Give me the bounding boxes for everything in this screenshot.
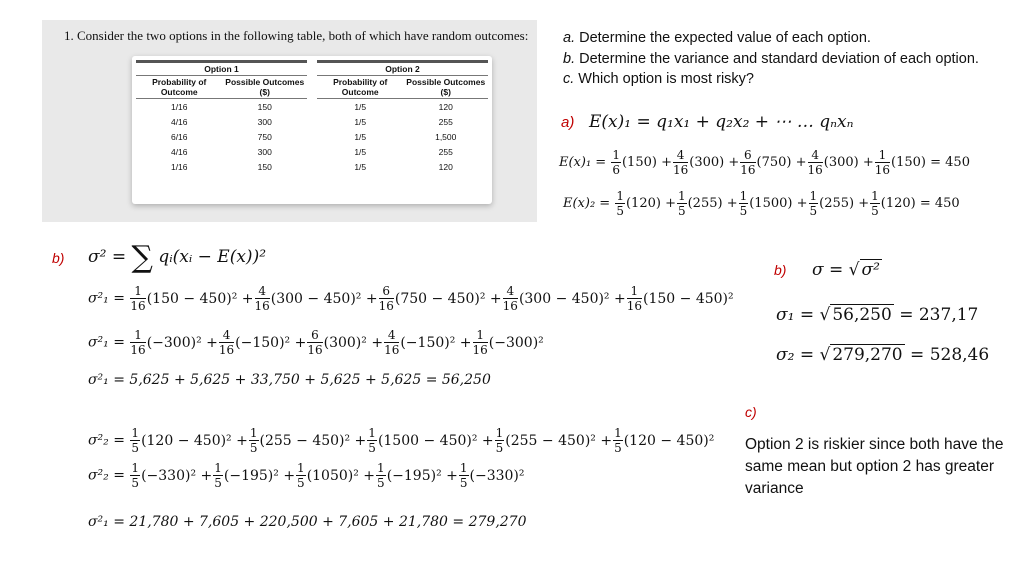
sd2-lhs: σ₂ = [776, 345, 815, 365]
variance1-result: σ²₁ = 5,625 + 5,625 + 33,750 + 5,625 + 5,625 = 56,250 [88, 372, 491, 388]
option1-header: Option 1 [136, 62, 312, 76]
fraction-denominator: 16 [672, 163, 689, 177]
fraction [495, 427, 505, 454]
label-c: c) [745, 404, 757, 420]
fraction-numerator: 1 [130, 329, 145, 343]
question-c-label: c. [563, 71, 575, 87]
fraction-denominator: 5 [495, 441, 504, 455]
variance2-terms [129, 426, 715, 455]
fraction [673, 149, 688, 176]
fraction-numerator: 1 [131, 426, 140, 440]
fraction [296, 462, 306, 489]
sqrt-symbol: √ [819, 305, 831, 325]
fraction-numerator: 1 [368, 426, 376, 440]
ev1-lhs: E(x)₁ = [559, 155, 607, 170]
table-row [136, 129, 488, 144]
fraction-numerator: 1 [377, 461, 385, 475]
table-cell: 750 [257, 131, 272, 142]
col-header-outcomes-2: Possible Outcomes ($) [403, 76, 488, 99]
col-header-outcomes-1: Possible Outcomes ($) [222, 76, 312, 99]
label-b-sd: b) [774, 262, 787, 278]
fraction-numerator: 1 [459, 461, 468, 475]
answer-c-text: Option 2 is riskier since both have the same mean but option 2 has greater variance [745, 436, 1004, 497]
variance1b-terms [129, 328, 544, 357]
fraction [875, 149, 890, 176]
equation-term: (300) + [689, 155, 740, 170]
fraction [213, 462, 223, 489]
equation-term: (120) + [625, 196, 676, 211]
question-a-text: Determine the expected value of each option. [575, 30, 871, 46]
fraction [739, 190, 749, 217]
sd1-lhs: σ₁ = [776, 305, 815, 325]
sd2-equation [776, 344, 989, 365]
fraction-numerator: 1 [214, 461, 222, 475]
fraction-numerator: 1 [130, 285, 145, 299]
fraction-numerator: 1 [495, 426, 504, 440]
fraction [677, 190, 687, 217]
fraction-denominator: 5 [677, 204, 686, 218]
variance1-terms [129, 284, 734, 313]
variance-general-equation [88, 240, 266, 275]
variance2-lhs: σ²₂ = [88, 432, 125, 449]
table-cell: 1/5 [312, 114, 403, 129]
label-b-variance: b) [52, 250, 65, 266]
sd-general-lhs: σ = [812, 260, 844, 280]
fraction-numerator: 1 [627, 285, 642, 299]
sd1-equation [776, 304, 978, 325]
fraction-denominator: 16 [874, 163, 891, 177]
fraction [130, 329, 145, 356]
table-cell: 120 [438, 161, 453, 172]
fraction-numerator: 1 [871, 189, 879, 203]
fraction-denominator: 5 [297, 476, 305, 490]
col-header-probability-2: Probability of Outcome [312, 76, 403, 99]
fraction-numerator: 4 [673, 149, 688, 163]
equation-term: (1050)² + [306, 467, 376, 484]
equation-term: (−195)² + [386, 467, 458, 484]
fraction [627, 285, 642, 312]
fraction [615, 190, 625, 217]
fraction-denominator: 16 [130, 299, 146, 313]
table-cell: 120 [438, 101, 453, 112]
outcomes-table [136, 60, 488, 174]
equation-term: (750 − 450)² + [394, 290, 502, 307]
table-cell: 1/5 [312, 99, 403, 115]
fraction-denominator: 5 [616, 204, 624, 218]
equation-term: (300 − 450)² + [518, 290, 626, 307]
fraction-denominator: 16 [384, 343, 400, 357]
ev-general-equation: E(x)₁ = q₁x₁ + q₂x₂ + ⋯ … qₙxₙ [589, 112, 854, 132]
table-cell: 6/16 [170, 131, 188, 142]
fraction-numerator: 4 [384, 329, 399, 343]
table-cell: 1/16 [170, 101, 188, 112]
fraction-numerator: 4 [255, 285, 270, 299]
table-cell: 150 [257, 101, 272, 112]
fraction [307, 329, 322, 356]
fraction-denominator: 5 [131, 476, 140, 490]
fraction-numerator: 1 [739, 189, 748, 203]
table-cell: 1/5 [312, 159, 403, 174]
variance2-simplified-equation [88, 462, 525, 489]
sd1-radicand: 56,250 [832, 305, 892, 325]
equation-term: (150 − 450)² + [146, 290, 254, 307]
table-option-header-row [136, 62, 488, 76]
equation-term: (255 − 450)² + [505, 432, 613, 449]
fraction-numerator: 4 [219, 329, 234, 343]
table-row [136, 144, 488, 159]
sqrt-symbol: √ [819, 345, 831, 365]
fraction [870, 190, 880, 217]
equation-term: (120) = 450 [880, 196, 960, 211]
equation-term: (−195)² + [223, 467, 296, 484]
fraction [740, 149, 755, 176]
fraction [503, 285, 518, 312]
fraction [367, 427, 377, 454]
fraction-denominator: 16 [807, 163, 823, 177]
table-cell: 1/5 [312, 144, 403, 159]
fraction [808, 149, 823, 176]
option2-header: Option 2 [312, 62, 488, 76]
fraction-denominator: 16 [740, 163, 756, 177]
table-cell: 4/16 [170, 116, 188, 127]
table-column-header-row [136, 76, 488, 99]
questions-list [563, 28, 979, 90]
table-row [136, 114, 488, 129]
fraction [219, 329, 234, 356]
fraction [473, 329, 488, 356]
fraction-denominator: 16 [130, 343, 146, 357]
fraction-numerator: 1 [875, 149, 890, 163]
variance-general-lhs: σ² = [88, 247, 127, 267]
table-cell: 255 [438, 146, 453, 157]
equation-term: (−150)² + [235, 334, 307, 351]
equation-term: (120 − 450)² + [141, 432, 248, 449]
fraction [379, 285, 394, 312]
fraction [459, 462, 469, 489]
fraction [130, 285, 145, 312]
question-b [563, 49, 979, 70]
fraction-numerator: 1 [809, 189, 818, 203]
sd-general-equation [812, 259, 882, 280]
fraction-numerator: 1 [249, 426, 258, 440]
equation-term: (−300)² [488, 334, 544, 351]
fraction [613, 427, 623, 454]
variance2-result: σ²₁ = 21,780 + 7,605 + 220,500 + 7,605 + 21,780 = 279,270 [88, 514, 527, 530]
fraction-numerator: 1 [614, 426, 622, 440]
fraction-denominator: 5 [377, 476, 385, 490]
equation-term: (1500 − 450)² + [377, 432, 494, 449]
ev2-terms [614, 189, 960, 218]
ev2-equation [563, 190, 960, 217]
table-cell: 300 [257, 116, 272, 127]
fraction-numerator: 6 [307, 329, 322, 343]
fraction [384, 329, 399, 356]
sqrt-symbol: √ [848, 260, 860, 280]
ev1-equation [559, 149, 970, 176]
table-cell: 4/16 [170, 146, 188, 157]
sd2-result: = 528,46 [910, 345, 990, 365]
equation-term: (120 − 450)² [623, 432, 715, 449]
table-row [136, 99, 488, 115]
fraction [809, 190, 819, 217]
sd-general-radicand: σ² [861, 260, 880, 280]
fraction-denominator: 16 [254, 299, 270, 313]
fraction-numerator: 4 [503, 285, 518, 299]
equation-term: (255 − 450)² + [259, 432, 367, 449]
ev2-lhs: E(x)₂ = [563, 196, 611, 211]
fraction [249, 427, 259, 454]
fraction-numerator: 6 [379, 285, 394, 299]
fraction [130, 462, 140, 489]
fraction-numerator: 6 [740, 149, 755, 163]
fraction-denominator: 6 [612, 163, 620, 177]
sd2-radicand: 279,270 [832, 345, 903, 365]
fraction-numerator: 4 [808, 149, 823, 163]
fraction-numerator: 1 [473, 329, 488, 343]
variance1-simplified-equation [88, 329, 544, 356]
fraction-numerator: 1 [131, 461, 140, 475]
equation-term: (255) + [819, 196, 870, 211]
sd1-result: = 237,17 [899, 305, 979, 325]
variance1b-lhs: σ²₁ = [88, 334, 125, 351]
fraction-denominator: 16 [472, 343, 488, 357]
fraction-denominator: 5 [214, 476, 222, 490]
table-cell: 150 [257, 161, 272, 172]
fraction-numerator: 1 [677, 189, 686, 203]
table-cell: 1/16 [170, 161, 188, 172]
equation-term: (150) = 450 [891, 155, 970, 170]
question-a-label: a. [563, 30, 576, 46]
problem-statement: 1. Consider the two options in the following table, both of which have random outcomes: [64, 28, 529, 43]
equation-term: (300)² + [323, 334, 384, 351]
outcomes-table-card [132, 56, 492, 204]
question-c [563, 69, 979, 90]
fraction [130, 427, 140, 454]
variance2b-lhs: σ²₂ = [88, 467, 125, 484]
variance1-equation [88, 285, 734, 312]
equation-term: (−150)² + [400, 334, 472, 351]
variance2b-terms [129, 461, 525, 490]
table-cell: 1/5 [312, 129, 403, 144]
fraction [255, 285, 270, 312]
equation-term: (150) + [621, 155, 672, 170]
fraction-denominator: 5 [614, 441, 622, 455]
equation-term: (300 − 450)² + [270, 290, 378, 307]
table-cell: 1,500 [435, 131, 457, 142]
table-row [136, 159, 488, 174]
fraction-numerator: 1 [612, 148, 620, 162]
equation-term: (300) + [823, 155, 874, 170]
fraction-denominator: 5 [739, 204, 748, 218]
table-cell: 255 [438, 116, 453, 127]
fraction-denominator: 16 [307, 343, 323, 357]
question-b-text: Determine the variance and standard deviation of each option. [575, 50, 979, 67]
fraction-denominator: 5 [131, 441, 140, 455]
fraction-denominator: 16 [502, 299, 518, 313]
col-header-probability-1: Probability of Outcome [136, 76, 222, 99]
fraction [611, 149, 621, 176]
equation-term: (−300)² + [146, 334, 218, 351]
variance-general-rhs: qᵢ(xᵢ − E(x))² [158, 247, 267, 267]
question-b-label: b. [563, 50, 576, 67]
fraction-denominator: 16 [218, 343, 235, 357]
fraction-denominator: 5 [249, 441, 258, 455]
fraction-denominator: 5 [459, 476, 468, 490]
fraction-numerator: 1 [297, 461, 305, 475]
table-cell: 300 [257, 146, 272, 157]
fraction-denominator: 5 [871, 204, 879, 218]
equation-term: (150 − 450)² [643, 290, 734, 307]
ev1-terms [610, 148, 970, 177]
summation-symbol: ∑ [131, 240, 153, 275]
equation-term: (−330)² [469, 467, 525, 484]
fraction-denominator: 16 [626, 299, 643, 313]
question-c-text: Which option is most risky? [574, 71, 754, 87]
fraction-numerator: 1 [616, 189, 624, 203]
fraction-denominator: 5 [368, 441, 376, 455]
equation-term: (750) + [756, 155, 807, 170]
equation-term: (1500) + [749, 196, 808, 211]
problem-panel [42, 20, 537, 222]
label-a: a) [561, 114, 575, 131]
question-a [563, 28, 979, 49]
fraction-denominator: 5 [809, 204, 818, 218]
fraction [376, 462, 386, 489]
equation-term: (−330)² + [141, 467, 213, 484]
fraction-denominator: 16 [378, 299, 394, 313]
variance1-lhs: σ²₁ = [88, 290, 125, 307]
equation-term: (255) + [687, 196, 738, 211]
variance2-equation [88, 427, 714, 454]
